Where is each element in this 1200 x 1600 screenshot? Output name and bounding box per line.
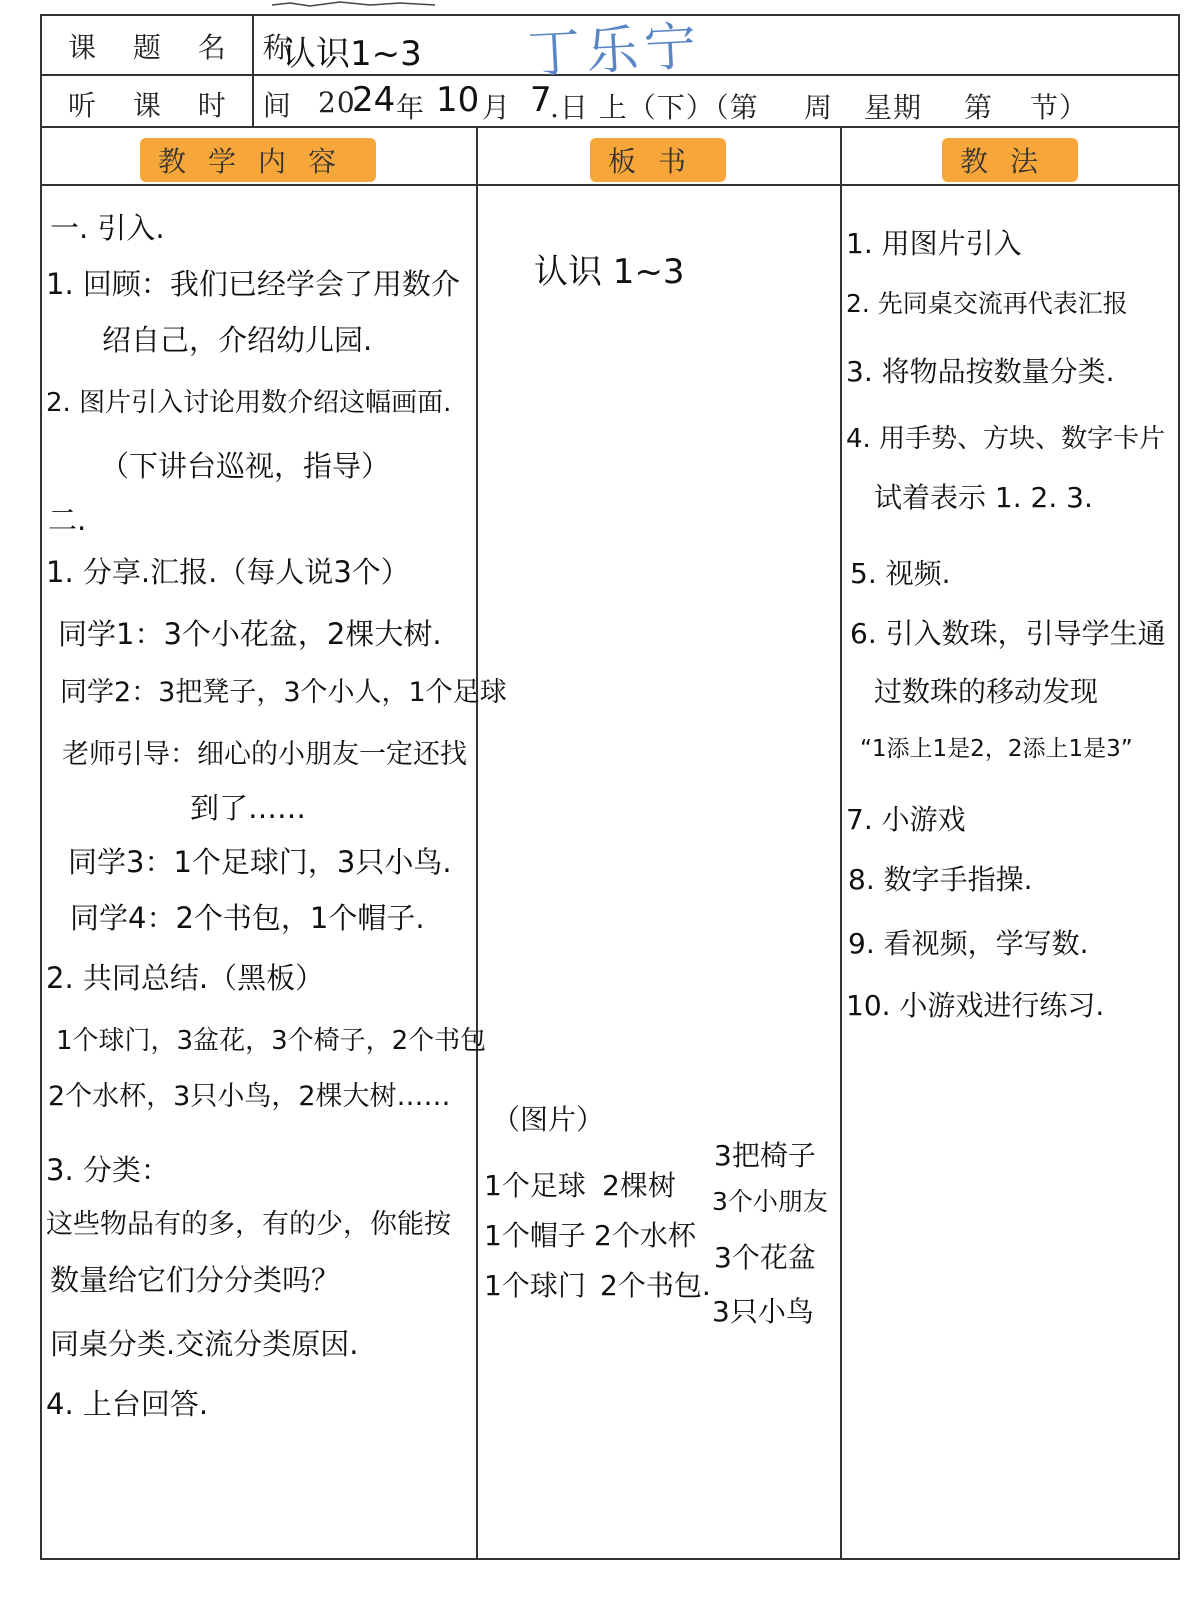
board-item: 1个足球 bbox=[484, 1169, 586, 1202]
teaching-content bbox=[44, 0, 507, 1600]
column-divider-2 bbox=[840, 126, 842, 1560]
board-writing bbox=[478, 0, 838, 1600]
board-item: 2个水杯 bbox=[594, 1219, 696, 1252]
content-line: 同学4：2个书包，1个帽子. bbox=[70, 901, 425, 935]
method-line: 6. 引入数珠，引导学生通 bbox=[850, 617, 1166, 650]
content-line: 这些物品有的多，有的少，你能按 bbox=[46, 1209, 451, 1240]
method-line: 2. 先同桌交流再代表汇报 bbox=[846, 289, 1128, 318]
lesson-title: 认识1~3 bbox=[282, 34, 422, 74]
method-line: 10. 小游戏进行练习. bbox=[846, 989, 1105, 1022]
content-line: 4. 上台回答. bbox=[46, 1387, 209, 1421]
year-suffix: 年 bbox=[396, 91, 426, 124]
method-line: 1. 用图片引入 bbox=[846, 227, 1022, 260]
content-line: 2. 图片引入讨论用数介绍这幅画面. bbox=[46, 388, 452, 418]
content-line: 老师引导：细心的小朋友一定还找 bbox=[62, 739, 467, 770]
week-label: 周 bbox=[804, 91, 834, 124]
method-line: “1添上1是2，2添上1是3” bbox=[860, 736, 1133, 762]
year-handwritten: 24 bbox=[352, 80, 396, 120]
method-line: 过数珠的移动发现 bbox=[874, 675, 1099, 708]
signature: 丁乐宁 bbox=[526, 16, 704, 86]
content-line: 2个水杯，3只小鸟，2棵大树…… bbox=[48, 1081, 451, 1112]
content-line: 同学3：1个足球门，3只小鸟. bbox=[68, 845, 452, 879]
day-handwritten: 7 bbox=[530, 80, 552, 120]
month-suffix: 月 bbox=[482, 91, 512, 124]
content-line: 一. 引入. bbox=[50, 211, 165, 245]
method-line: 3. 将物品按数量分类. bbox=[846, 355, 1115, 388]
content-line: 绍自己，介绍幼儿园. bbox=[102, 323, 373, 357]
board-item: 1个帽子 bbox=[484, 1219, 586, 1252]
content-line: 同学1：3个小花盆，2棵大树. bbox=[58, 617, 442, 651]
content-line: 同桌分类.交流分类原因. bbox=[50, 1327, 359, 1361]
method-line: 7. 小游戏 bbox=[846, 803, 966, 836]
method-line: 试着表示 1. 2. 3. bbox=[874, 481, 1093, 514]
board-item: 3把椅子 bbox=[714, 1139, 816, 1172]
board-item: 2棵树 bbox=[602, 1169, 676, 1202]
period-label: 第 bbox=[964, 91, 994, 124]
content-line: 1. 分享.汇报.（每人说3个） bbox=[46, 555, 410, 589]
content-line: 1. 回顾：我们已经学会了用数介 bbox=[46, 267, 460, 301]
time-label: 听 课 时 间 bbox=[68, 89, 305, 122]
board-item: 1个球门 bbox=[484, 1269, 586, 1302]
year-prefix: 20 bbox=[318, 86, 356, 119]
content-line: 2. 共同总结.（黑板） bbox=[46, 961, 325, 995]
content-line: 3. 分类： bbox=[46, 1153, 170, 1187]
board-item: 3个花盆 bbox=[714, 1241, 816, 1274]
board-item: 2个书包. bbox=[600, 1269, 711, 1302]
board-pictures-label: （图片） bbox=[492, 1103, 605, 1136]
content-line: 1个球门，3盆花，3个椅子，2个书包 bbox=[56, 1026, 487, 1056]
column-header-board-label: 板书 bbox=[590, 138, 726, 182]
teaching-method bbox=[844, 0, 1178, 1600]
method-line: 8. 数字手指操. bbox=[848, 863, 1033, 896]
weekday-label: 星期 bbox=[864, 91, 923, 124]
content-line: 数量给它们分分类吗？ bbox=[50, 1263, 341, 1297]
method-line: 4. 用手势、方块、数字卡片 bbox=[846, 424, 1166, 454]
method-line: 9. 看视频，学写数. bbox=[848, 927, 1089, 960]
day-suffix: .日 上（下）（第 bbox=[550, 91, 759, 124]
content-line: （下讲台巡视，指导） bbox=[100, 449, 391, 483]
content-line: 同学2：3把凳子，3个小人，1个足球 bbox=[60, 677, 507, 708]
period-end-label: 节） bbox=[1030, 91, 1089, 124]
board-item: 3个小朋友 bbox=[712, 1187, 828, 1216]
method-line: 5. 视频. bbox=[850, 557, 951, 590]
content-line: 二. bbox=[48, 503, 87, 537]
board-item: 3只小鸟 bbox=[712, 1295, 814, 1328]
board-title: 认识 1~3 bbox=[534, 252, 685, 292]
month-handwritten: 10 bbox=[436, 80, 480, 120]
content-line: 到了…… bbox=[190, 791, 307, 825]
column-header-content-label: 教学内容 bbox=[140, 138, 376, 182]
title-label: 课 题 名 称 bbox=[68, 31, 305, 64]
column-header-method-label: 教法 bbox=[942, 138, 1078, 182]
